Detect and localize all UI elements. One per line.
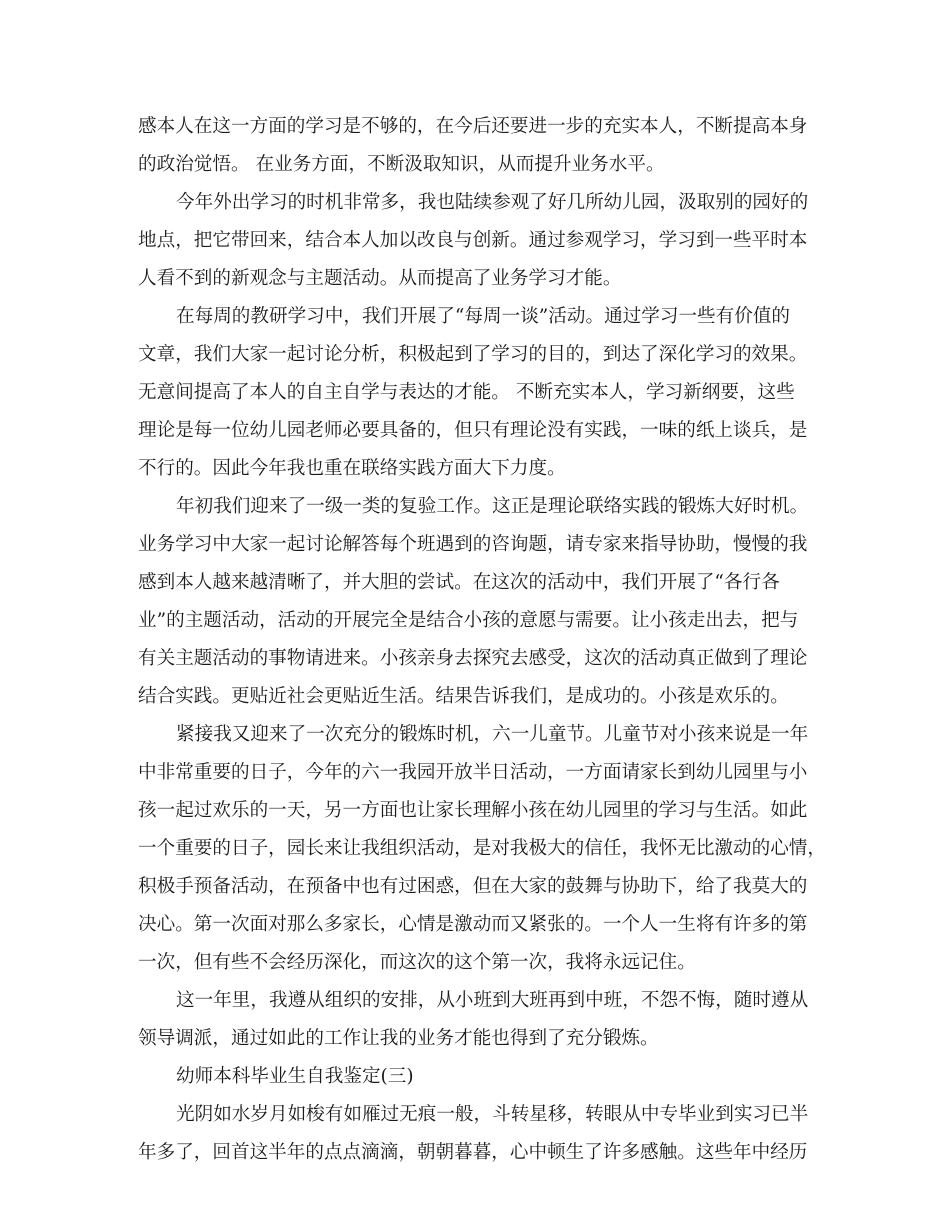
paragraph-start-line: 光阴如水岁月如梭有如雁过无痕一般，斗转星移，转眼从中专毕业到实习已半 bbox=[176, 1104, 809, 1125]
text-line: 有关主题活动的事物请进来。小孩亲身去探究去感受，这次的活动真正做到了理论 bbox=[138, 648, 808, 669]
text-line: 不行的。因此今年我也重在联络实践方面大下力度。 bbox=[138, 458, 566, 479]
text-line: 无意间提高了本人的自主自学与表达的才能。 不断充实本人，学习新纲要，这些 bbox=[138, 382, 795, 403]
section-heading: 幼师本科毕业生自我鉴定(三) bbox=[176, 1066, 414, 1087]
text-line: 理论是每一位幼儿园老师必要具备的，但只有理论没有实践，一味的纸上谈兵，是 bbox=[138, 420, 808, 441]
text-line: 业务学习中大家一起讨论解答每个班遇到的咨询题，请专家来指导协助，慢慢的我 bbox=[138, 534, 808, 555]
text-line: 感本人在这一方面的学习是不够的，在今后还要进一步的充实本人，不断提高本身 bbox=[138, 116, 808, 137]
text-line: 结合实践。更贴近社会更贴近生活。结果告诉我们，是成功的。小孩是欢乐的。 bbox=[138, 686, 789, 707]
text-line: 文章，我们大家一起讨论分析，积极起到了学习的目的，到达了深化学习的效果。 bbox=[138, 344, 808, 365]
text-line: 年多了，回首这半年的点点滴滴，朝朝暮暮，心中顿生了许多感触。这些年中经历 bbox=[138, 1142, 808, 1163]
paragraph-start-line: 紧接我又迎来了一次充分的锻炼时机，六一儿童节。儿童节对小孩来说是一年 bbox=[176, 724, 809, 745]
text-line: 感到本人越来越清晰了，并大胆的尝试。在这次的活动中，我们开展了“各行各 bbox=[138, 572, 780, 593]
text-line: 一次，但有些不会经历深化，而这次的这个第一次，我将永远记住。 bbox=[138, 952, 696, 973]
text-line: 地点，把它带回来，结合本人加以改良与创新。通过参观学习，学习到一些平时本 bbox=[138, 230, 808, 251]
paragraph-start-line: 今年外出学习的时机非常多，我也陆续参观了好几所幼儿园，汲取别的园好的 bbox=[176, 192, 809, 213]
paragraph-start-line: 这一年里，我遵从组织的安排，从小班到大班再到中班，不怨不悔，随时遵从 bbox=[176, 990, 809, 1011]
text-line: 业”的主题活动，活动的开展完全是结合小孩的意愿与需要。让小孩走出去，把与 bbox=[138, 610, 799, 631]
text-line: 孩一起过欢乐的一天，另一方面也让家长理解小孩在幼儿园里的学习与生活。如此 bbox=[138, 800, 808, 821]
paragraph-start-line: 在每周的教研学习中，我们开展了“每周一谈”活动。通过学习一些有价值的 bbox=[176, 306, 791, 327]
text-line: 决心。第一次面对那么多家长，心情是激动而又紧张的。一个人一生将有许多的第 bbox=[138, 914, 808, 935]
text-line: 领导调派，通过如此的工作让我的业务才能也得到了充分锻炼。 bbox=[138, 1028, 659, 1049]
text-line: 积极手预备活动，在预备中也有过困惑，但在大家的鼓舞与协助下，给了我莫大的 bbox=[138, 876, 808, 897]
text-line: 一个重要的日子，园长来让我组织活动，是对我极大的信任，我怀无比激动的心情， bbox=[138, 838, 826, 859]
text-line: 的政治觉悟。 在业务方面，不断汲取知识，从而提升业务水平。 bbox=[138, 154, 665, 175]
paragraph-start-line: 年初我们迎来了一级一类的复验工作。这正是理论联络实践的锻炼大好时机。 bbox=[176, 496, 809, 517]
text-line: 人看不到的新观念与主题活动。从而提高了业务学习才能。 bbox=[138, 268, 622, 289]
text-line: 中非常重要的日子，今年的六一我园开放半日活动，一方面请家长到幼儿园里与小 bbox=[138, 762, 808, 783]
